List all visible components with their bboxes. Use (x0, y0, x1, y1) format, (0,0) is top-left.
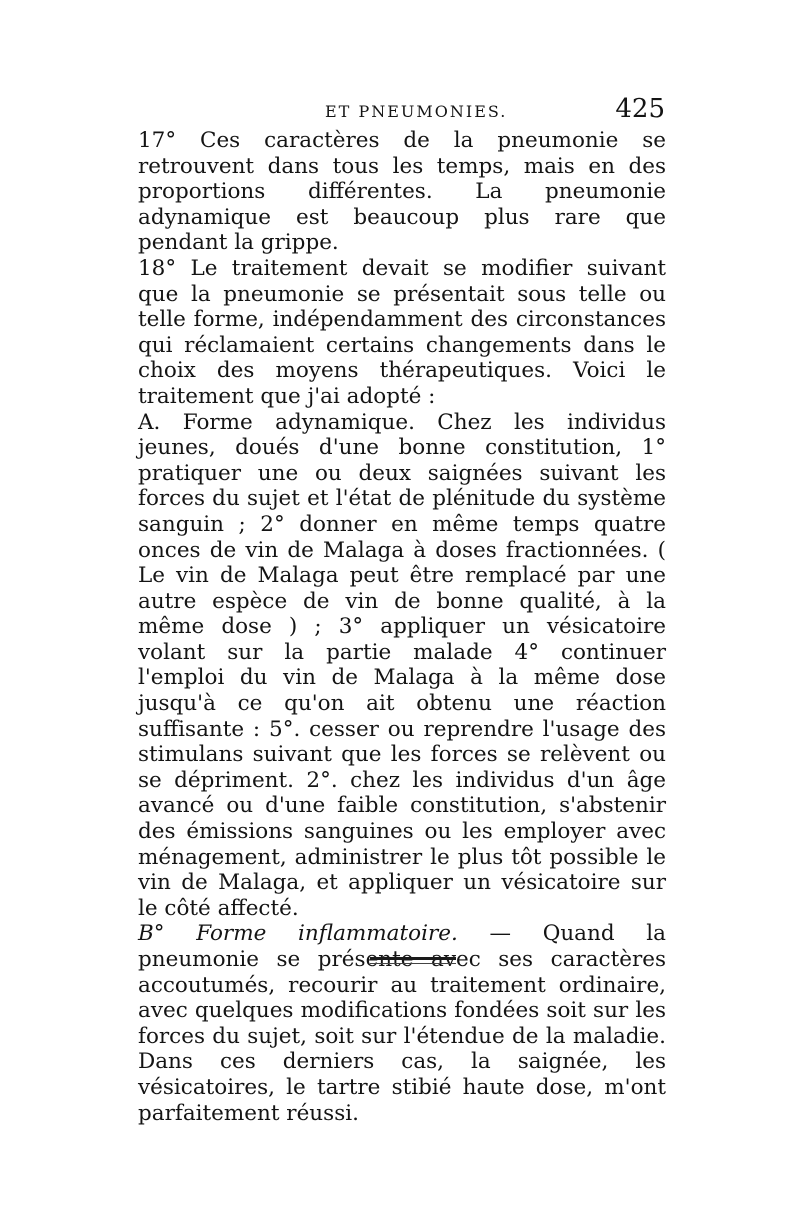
paragraph-a-adynamic-form: A. Forme adynamique. Chez les individus jeunes, doués d'une bonne constitution, 1° pratiquer une ou deux saignées suivant les forces du sujet et l'état de plénitude du système sanguin ; 2° donner en même temps quatre onces de vin de Malaga à doses fractionnées. ( Le vin de Malaga peut être remplacé par une autre espèce de vin de bonne qualité, à la même dose ) ; 3° appliquer un vésicatoire volant sur la partie malade 4° continuer l'emploi du vin de Malaga à la même dose jusqu'à ce qu'on ait obtenu une réaction suffisante : 5°. cesser ou reprendre l'usage des stimulans suivant que les forces se relèvent ou se dépriment. 2°. chez les individus d'un âge avancé ou d'une faible constitution, s'abstenir des émissions sanguines ou les employer avec ménagement, administrer le plus tôt possible le vin de Malaga, et appliquer un vésicatoire sur le côté affecté. (138, 409, 666, 921)
paragraph-17: 17° Ces caractères de la pneumonie se retrouvent dans tous les temps, mais en des proportions différentes. La pneumonie adynamique est beaucoup plus rare que pendant la grippe. (138, 128, 666, 256)
end-rule (370, 957, 456, 960)
page-body (138, 128, 666, 1126)
page-header (140, 94, 665, 128)
section-b-label: B° Forme inflammatoire. (138, 921, 458, 947)
running-head: ET PNEUMONIES. (325, 102, 508, 121)
paragraph-b-inflammatory-form (138, 921, 666, 1126)
page-number: 425 (615, 94, 665, 124)
end-rule-thin (370, 963, 456, 964)
paragraph-18: 18° Le traitement devait se modifier suivant que la pneumonie se présentait sous telle ou telle forme, indépendamment des circonstances qui réclamaient certains changements dans le choix des moyens thérapeutiques. Voici le traitement que j'ai adopté : (138, 255, 666, 409)
section-b-text: — Quand la pneumonie se présente avec ses caractères accoutumés, recourir au traitement ordinaire, avec quelques modifications fondées soit sur les forces du sujet, soit sur l'étendue de la maladie. Dans ces derniers cas, la saignée, les vésicatoires, le tartre stibié haute dose, m'ont parfaitement réussi. (138, 921, 666, 1126)
